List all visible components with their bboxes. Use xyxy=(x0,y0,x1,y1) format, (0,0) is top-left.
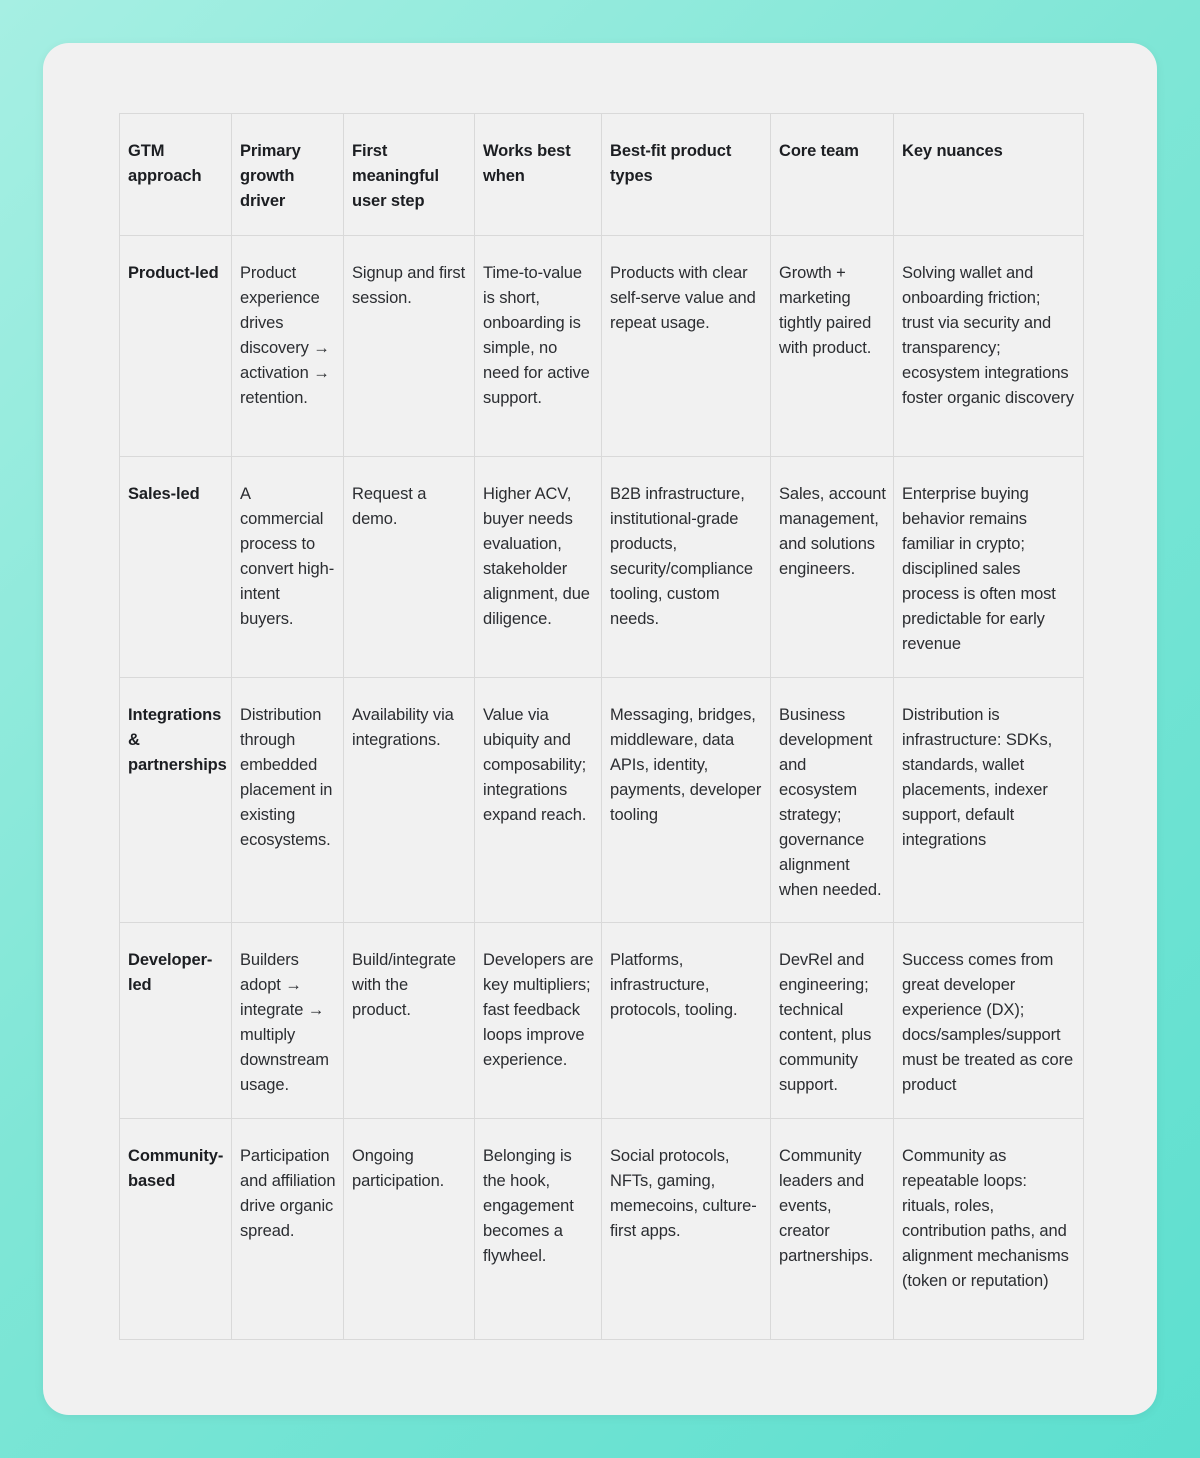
table-row xyxy=(120,236,1084,457)
cell-works-best: Value via ubiquity and composability; integrations expand reach. xyxy=(475,678,602,923)
cell-works-best: Time-to-value is short, onboarding is simple, no need for active support. xyxy=(475,236,602,457)
cell-key-nuances: Community as repeatable loops: rituals, roles, contribution paths, and alignment mechanisms (token or reputation) xyxy=(894,1119,1084,1340)
gtm-comparison-table xyxy=(119,113,1084,1340)
cell-core-team: Business development and ecosystem strategy; governance alignment when needed. xyxy=(771,678,894,923)
cell-product-types: Platforms, infrastructure, protocols, tooling. xyxy=(602,923,771,1119)
header-works-best-when: Works best when xyxy=(475,114,602,236)
cell-key-nuances: Enterprise buying behavior remains familiar in crypto; disciplined sales process is often most predictable for early revenue xyxy=(894,457,1084,678)
cell-first-step: Ongoing participation. xyxy=(344,1119,475,1340)
cell-product-types: Products with clear self-serve value and repeat usage. xyxy=(602,236,771,457)
cell-first-step: Request a demo. xyxy=(344,457,475,678)
cell-key-nuances: Success comes from great developer experience (DX); docs/samples/support must be treated as core product xyxy=(894,923,1084,1119)
cell-approach: Community-based xyxy=(120,1119,232,1340)
cell-growth-driver: Builders adopt → integrate → multiply downstream usage. xyxy=(232,923,344,1119)
content-card xyxy=(43,43,1157,1415)
cell-first-step: Signup and first session. xyxy=(344,236,475,457)
cell-growth-driver: Participation and affiliation drive organic spread. xyxy=(232,1119,344,1340)
cell-key-nuances: Distribution is infrastructure: SDKs, standards, wallet placements, indexer support, default integrations xyxy=(894,678,1084,923)
cell-product-types: Social protocols, NFTs, gaming, memecoins, culture-first apps. xyxy=(602,1119,771,1340)
cell-approach: Sales-led xyxy=(120,457,232,678)
cell-core-team: Sales, account management, and solutions engineers. xyxy=(771,457,894,678)
cell-core-team: Growth + marketing tightly paired with product. xyxy=(771,236,894,457)
table-row xyxy=(120,923,1084,1119)
cell-first-step: Availability via integrations. xyxy=(344,678,475,923)
cell-approach: Integrations & partnerships xyxy=(120,678,232,923)
cell-growth-driver: Distribution through embedded placement in existing ecosystems. xyxy=(232,678,344,923)
cell-key-nuances: Solving wallet and onboarding friction; trust via security and transparency; ecosystem integrations foster organic discovery xyxy=(894,236,1084,457)
table-row xyxy=(120,1119,1084,1340)
cell-product-types: Messaging, bridges, middleware, data APIs, identity, payments, developer tooling xyxy=(602,678,771,923)
header-key-nuances: Key nuances xyxy=(894,114,1084,236)
header-primary-growth-driver: Primary growth driver xyxy=(232,114,344,236)
cell-works-best: Belonging is the hook, engagement becomes a flywheel. xyxy=(475,1119,602,1340)
cell-growth-driver: A commercial process to convert high-intent buyers. xyxy=(232,457,344,678)
table-row xyxy=(120,457,1084,678)
header-first-meaningful-user-step: First meaningful user step xyxy=(344,114,475,236)
header-gtm-approach: GTM approach xyxy=(120,114,232,236)
header-core-team: Core team xyxy=(771,114,894,236)
cell-approach: Developer-led xyxy=(120,923,232,1119)
cell-core-team: DevRel and engineering; technical content, plus community support. xyxy=(771,923,894,1119)
table-row xyxy=(120,678,1084,923)
cell-approach: Product-led xyxy=(120,236,232,457)
cell-core-team: Community leaders and events, creator partnerships. xyxy=(771,1119,894,1340)
table-header-row xyxy=(120,114,1084,236)
header-best-fit-product-types: Best-fit product types xyxy=(602,114,771,236)
cell-works-best: Developers are key multipliers; fast feedback loops improve experience. xyxy=(475,923,602,1119)
cell-product-types: B2B infrastructure, institutional-grade products, security/compliance tooling, custom needs. xyxy=(602,457,771,678)
cell-works-best: Higher ACV, buyer needs evaluation, stakeholder alignment, due diligence. xyxy=(475,457,602,678)
cell-growth-driver: Product experience drives discovery → activation → retention. xyxy=(232,236,344,457)
cell-first-step: Build/integrate with the product. xyxy=(344,923,475,1119)
